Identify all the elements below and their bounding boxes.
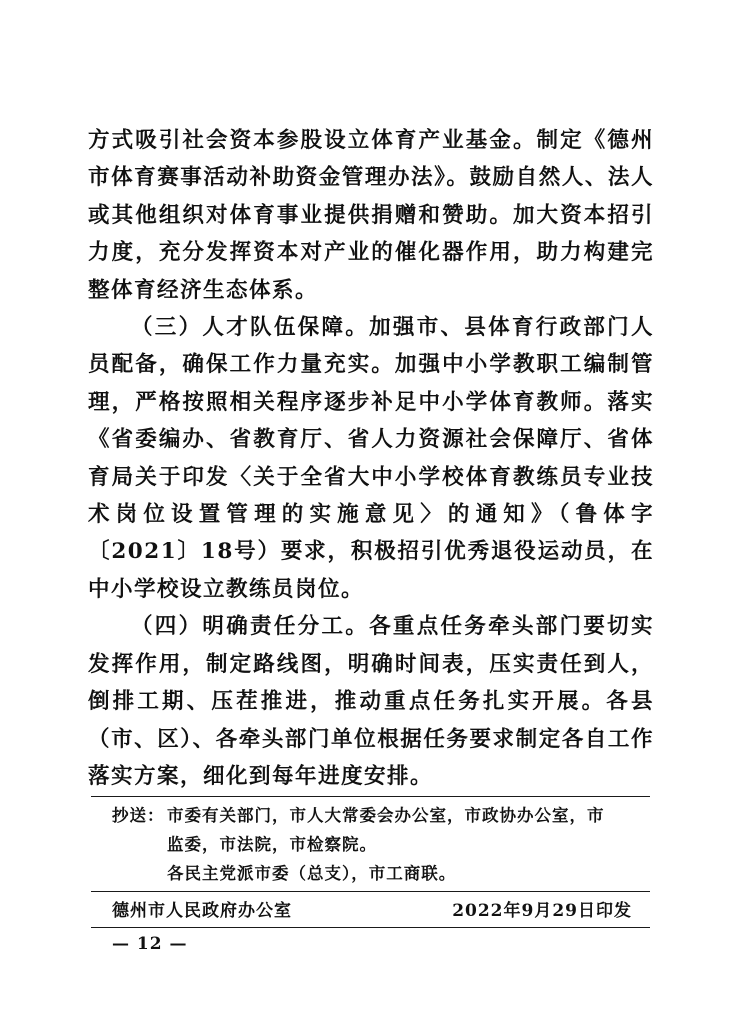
cc-label: 抄送： xyxy=(112,806,165,825)
paragraph-talent-guarantee xyxy=(88,309,654,608)
section-heading-responsibility: （四）明确责任分工。 xyxy=(131,614,370,640)
paragraph-text: 各重点任务牵头部门要切实发挥作用，制定路线图，明确时间表，压实责任到人，倒排工期、压茬推进，推动重点任务扎实开展。各县（市、区）、各牵头部门单位根据任务要求制定各自工作落实方案，细化到每年进度安排。 xyxy=(88,614,654,789)
issuing-office: 德州市人民政府办公室 xyxy=(112,901,292,921)
footer-top-rule xyxy=(91,796,650,797)
paragraph-capital-funding xyxy=(88,122,654,309)
cc-recipients-line-3: 各民主党派市委（总支），市工商联。 xyxy=(167,864,457,883)
paragraph-responsibility xyxy=(88,608,654,795)
paragraph-text: 方式吸引社会资本参股设立体育产业基金。制定《德州市体育赛事活动补助资金管理办法》。鼓励自然人、法人或其他组织对体育事业提供捐赠和赞助。加大资本招引力度，充分发挥资本对产业的催化器作用，助力构建完整体育经济生态体系。 xyxy=(88,128,654,303)
cc-distribution-block xyxy=(112,801,642,888)
cc-recipients-line-2: 监委，市法院，市检察院。 xyxy=(167,835,377,854)
issue-date: 2022年9月29日印发 xyxy=(452,901,632,921)
document-body xyxy=(88,122,654,795)
paragraph-text: 加强市、县体育行政部门人员配备，确保工作力量充实。加强中小学教职工编制管理，严格按照相关程序逐步补足中小学体育教师。落实《省委编办、省教育厅、省人力资源社会保障厅、省体育局关于印发〈关于全省大中小学校体育教练员专业技术岗位设置管理的实施意见〉的通知》（鲁体字〔2021〕18号）要求，积极招引优秀退役运动员，在中小学校设立教练员岗位。 xyxy=(88,315,654,602)
cc-recipients-line-1: 市委有关部门，市人大常委会办公室，市政协办公室，市 xyxy=(167,806,605,825)
issuer-row xyxy=(112,896,632,926)
section-heading-talent: （三）人才队伍保障。 xyxy=(131,315,370,341)
cc-row-1 xyxy=(112,801,642,830)
page-number: — 12 — xyxy=(112,934,188,954)
footer-bottom-rule xyxy=(91,927,650,928)
footer-middle-rule xyxy=(91,891,650,892)
